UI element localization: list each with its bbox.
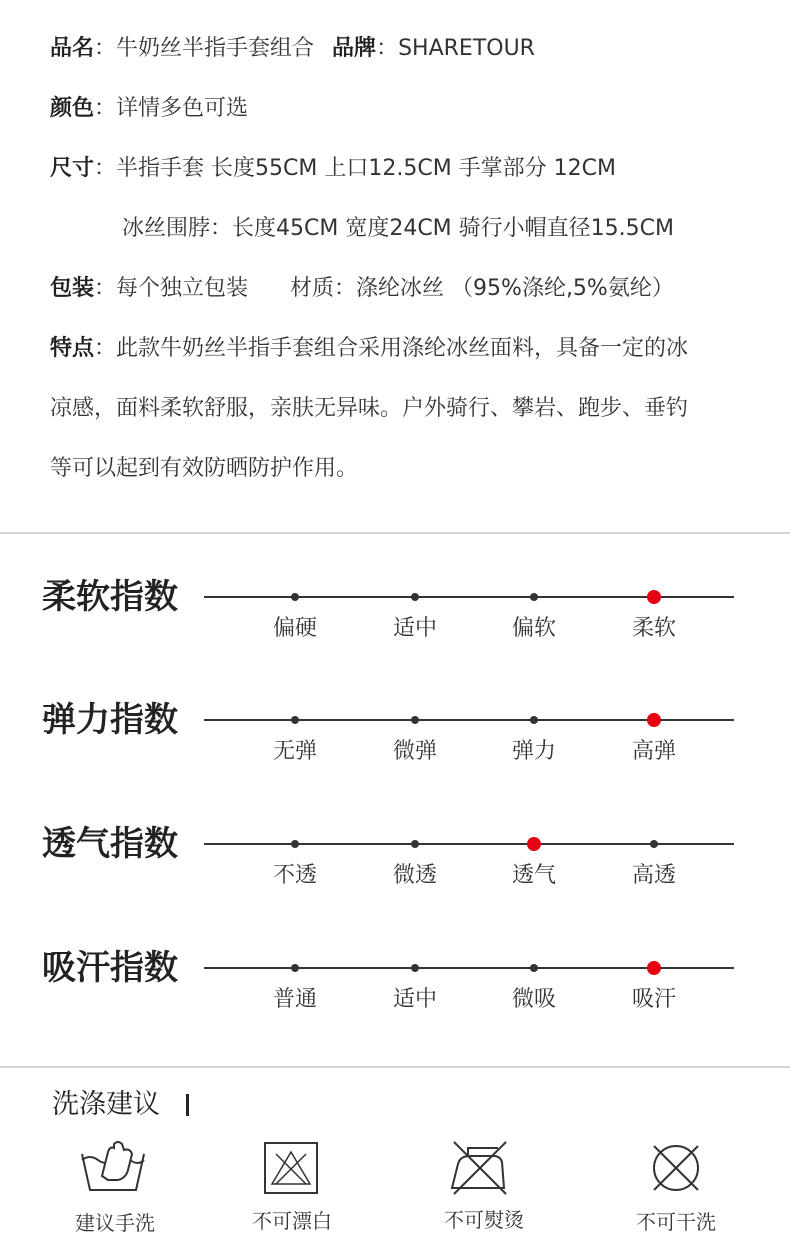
rating-level-label: 弹力 bbox=[511, 739, 557, 764]
feature-line-2: 凉感，面料柔软舒服，亲肤无异味。户外骑行、攀岩、跑步、垂钓 bbox=[50, 396, 689, 421]
wash-label-hand-wash: 建议手洗 bbox=[75, 1211, 155, 1235]
wash-label-no-iron: 不可熨烫 bbox=[444, 1208, 524, 1232]
rating-level-label: 吸汗 bbox=[631, 987, 677, 1012]
rating-dot-active bbox=[647, 713, 661, 727]
rating-dot-active bbox=[527, 837, 541, 851]
feature-line-1: 此款牛奶丝半指手套组合采用涤纶冰丝面料，具备一定的冰 bbox=[116, 336, 689, 361]
wash-title: 洗涤建议 bbox=[52, 1089, 160, 1120]
color-label: 颜色 bbox=[50, 96, 95, 121]
rating-dot bbox=[530, 964, 538, 972]
rating-level-label: 适中 bbox=[392, 616, 438, 641]
size-value: 半指手套 长度55CM 上口12.5CM 手掌部分 12CM bbox=[116, 156, 617, 181]
name-label: 品名 bbox=[50, 36, 95, 61]
rating-level-label: 适中 bbox=[392, 987, 438, 1012]
brand-value: SHARETOUR bbox=[398, 36, 535, 61]
rating-dot bbox=[411, 840, 419, 848]
rating-dot bbox=[650, 840, 658, 848]
spec-size: 尺寸：半指手套 长度55CM 上口12.5CM 手掌部分 12CM bbox=[50, 156, 617, 181]
rating-dot bbox=[411, 964, 419, 972]
rating-level-label: 偏硬 bbox=[272, 616, 318, 641]
rating-title: 吸汗指数 bbox=[42, 948, 178, 988]
wash-label-no-dry-clean: 不可干洗 bbox=[636, 1210, 716, 1234]
rating-level-label: 不透 bbox=[272, 863, 318, 888]
pack-value: 每个独立包装 bbox=[116, 276, 249, 301]
spec-feature-3 bbox=[50, 454, 358, 484]
rating-dot bbox=[291, 964, 299, 972]
rating-level-label: 偏软 bbox=[511, 616, 557, 641]
rating-dot bbox=[411, 593, 419, 601]
rating-title: 柔软指数 bbox=[42, 577, 178, 617]
size-label: 尺寸 bbox=[50, 156, 95, 181]
no-dry-clean-icon bbox=[648, 1140, 704, 1196]
divider-bottom bbox=[0, 1066, 790, 1068]
feature-label: 特点 bbox=[50, 336, 95, 361]
rating-level-label: 无弹 bbox=[272, 739, 318, 764]
no-bleach-icon bbox=[262, 1140, 320, 1196]
no-iron-icon bbox=[446, 1138, 512, 1196]
rating-dot bbox=[291, 593, 299, 601]
rating-level-label: 高透 bbox=[631, 863, 677, 888]
rating-level-label: 透气 bbox=[511, 863, 557, 888]
rating-level-label: 高弹 bbox=[631, 739, 677, 764]
pack-label: 包装 bbox=[50, 276, 95, 301]
rating-level-label: 普通 bbox=[272, 987, 318, 1012]
color-value: 详情多色可选 bbox=[116, 96, 249, 121]
rating-dot bbox=[291, 716, 299, 724]
spec-name-brand: 品名：牛奶丝半指手套组合 品牌：SHARETOUR bbox=[50, 36, 535, 61]
rating-level-label: 微吸 bbox=[511, 987, 557, 1012]
rating-title: 透气指数 bbox=[42, 824, 178, 864]
rating-dot bbox=[291, 840, 299, 848]
wash-title-bar bbox=[186, 1094, 189, 1116]
rating-dot bbox=[530, 716, 538, 724]
spec-size-2 bbox=[122, 214, 674, 244]
rating-dot-active bbox=[647, 961, 661, 975]
spec-color: 颜色：详情多色可选 bbox=[50, 96, 249, 121]
rating-level-label: 微弹 bbox=[392, 739, 438, 764]
material-text: 材质：涤纶冰丝 （95%涤纶,5%氨纶） bbox=[290, 276, 674, 301]
rating-level-label: 微透 bbox=[392, 863, 438, 888]
size-value-2: 冰丝围脖：长度45CM 宽度24CM 骑行小帽直径15.5CM bbox=[122, 216, 674, 241]
name-value: 牛奶丝半指手套组合 bbox=[116, 36, 315, 61]
feature-line-3: 等可以起到有效防晒防护作用。 bbox=[50, 456, 359, 481]
rating-dot bbox=[411, 716, 419, 724]
spec-pack: 包装：每个独立包装 材质：涤纶冰丝 （95%涤纶,5%氨纶） bbox=[50, 276, 674, 301]
spec-feature-2 bbox=[50, 394, 688, 424]
brand-label: 品牌 bbox=[332, 36, 377, 61]
rating-dot-active bbox=[647, 590, 661, 604]
rating-dot bbox=[530, 593, 538, 601]
rating-title: 弹力指数 bbox=[42, 700, 178, 740]
rating-level-label: 柔软 bbox=[631, 616, 677, 641]
wash-label-no-bleach: 不可漂白 bbox=[252, 1209, 332, 1233]
hand-wash-icon bbox=[78, 1140, 148, 1196]
divider-top bbox=[0, 532, 790, 534]
spec-feature: 特点：此款牛奶丝半指手套组合采用涤纶冰丝面料，具备一定的冰 bbox=[50, 336, 689, 361]
